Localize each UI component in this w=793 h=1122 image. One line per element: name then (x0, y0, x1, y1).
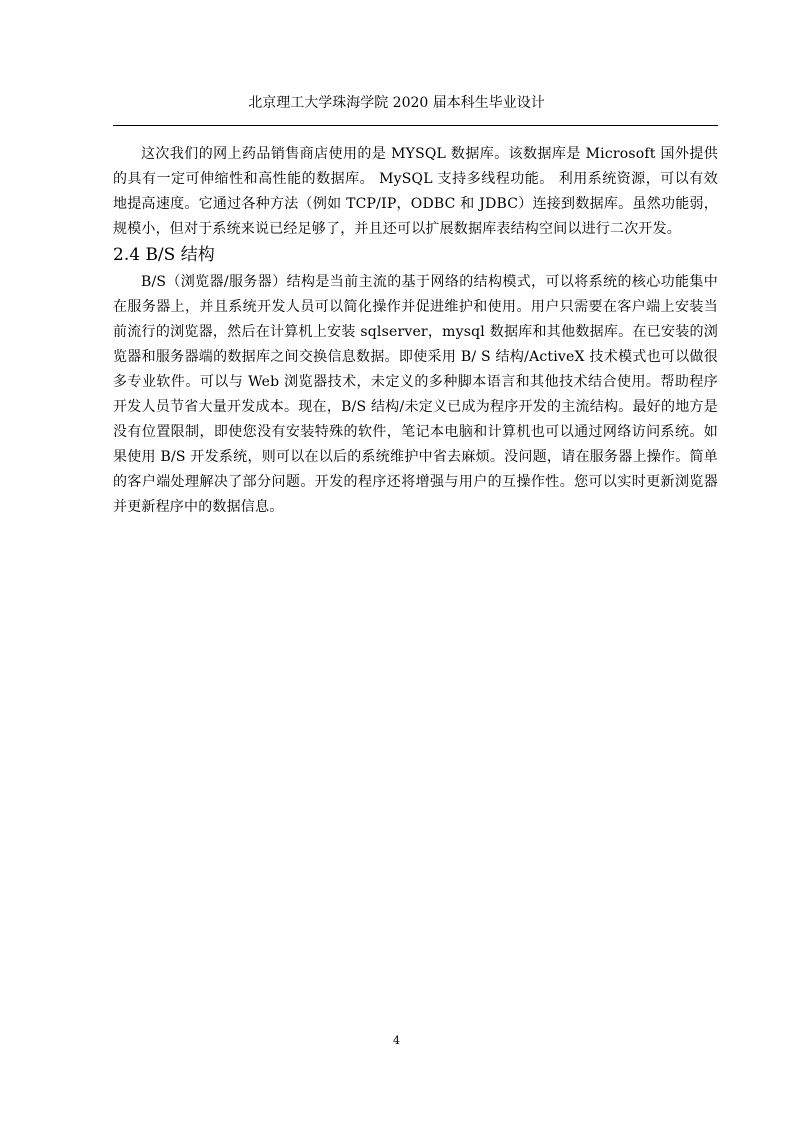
page-header-title: 北京理工大学珠海学院 2020 届本科生毕业设计 (248, 95, 545, 111)
header-divider (113, 125, 718, 126)
document-body (113, 142, 718, 520)
section-paragraph: B/S（浏览器/服务器）结构是当前主流的基于网络的结构模式，可以将系统的核心功能集中在服务器上，并且系统开发人员可以简化操作并促进维护和使用。用户只需要在客户端上安装当前流行的浏览器，然后在计算机上安装 sqlserver，mysql 数据库和其他数据库。在已安装的浏览器和服务器端的数据库之间交换信息数据。即使采用 B/ S 结构/ActiveX 技术模式也可以做很多专业软件。可以与 Web 浏览器技术，未定义的多种脚本语言和其他技术结合使用。帮助程序开发人员节省大量开发成本。现在，B/S 结构/未定义已成为程序开发的主流结构。最好的地方是没有位置限制，即使您没有安装特殊的软件，笔记本电脑和计算机也可以通过网络访问系统。如果使用 B/S 开发系统，则可以在以后的系统维护中省去麻烦。没问题，请在服务器上操作。简单的客户端处理解决了部分问题。开发的程序还将增强与用户的互操作性。您可以实时更新浏览器并更新程序中的数据信息。 (113, 274, 718, 515)
section-heading: 2.4 B/S 结构 (113, 245, 215, 265)
intro-paragraph: 这次我们的网上药品销售商店使用的是 MYSQL 数据库。该数据库是 Microsoft 国外提供的具有一定可伸缩性和高性能的数据库。 MySQL 支持多线程功能。 利用系统资源，可以有效地提高速度。它通过各种方法（例如 TCP/IP，ODBC 和 JDBC）连接到数据库。虽然功能弱，规模小，但对于系统来说已经足够了，并且还可以扩展数据库表结构空间以进行二次开发。 (113, 146, 718, 237)
page-number: 4 (393, 1034, 400, 1047)
